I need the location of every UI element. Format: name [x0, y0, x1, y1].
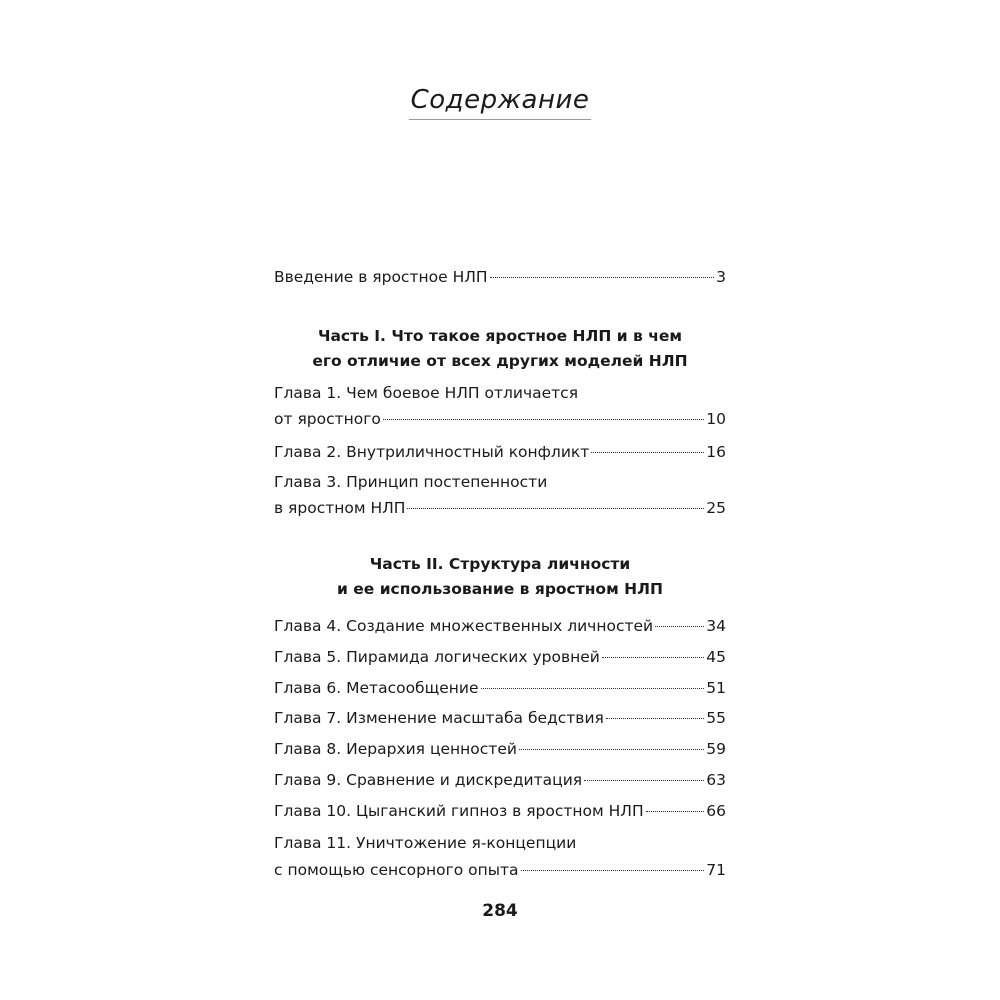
toc-entry-text: от яростного: [274, 410, 381, 428]
toc-entry-text: в яростном НЛП: [274, 499, 406, 517]
toc-entry-text: Глава 8. Иерархия ценностей: [274, 740, 517, 758]
toc-entry-page: 63: [706, 771, 726, 789]
part-heading-line: Часть I. Что такое яростное НЛП и в чем: [317, 327, 683, 345]
toc-entry-page: 10: [706, 410, 726, 428]
toc-entry-continuation: [274, 859, 726, 881]
toc-entry-text: Глава 4. Создание множественных личностей: [274, 617, 654, 635]
dot-leader: [646, 811, 705, 812]
toc-entry-page: 66: [706, 802, 726, 820]
page-title: Содержание: [409, 85, 592, 120]
toc-entry-page: 16: [706, 443, 726, 461]
page-number: 284: [482, 901, 518, 921]
toc-entry-text: Глава 6. Метасообщение: [274, 679, 479, 697]
toc-entry-text: Введение в яростное НЛП: [274, 268, 488, 286]
toc-entry-intro[interactable]: [274, 266, 726, 288]
toc-entry-text: Глава 10. Цыганский гипноз в яростном НЛП: [274, 802, 644, 820]
toc-entry-continuation: [274, 497, 726, 519]
toc-entry-page: 25: [706, 499, 726, 517]
toc-entry-chapter-6[interactable]: [274, 677, 726, 699]
part-heading-line: его отличие от всех других моделей НЛП: [312, 352, 688, 370]
dot-leader: [521, 870, 705, 871]
toc-entry-chapter-8[interactable]: [274, 738, 726, 760]
dot-leader: [481, 688, 705, 689]
toc-entry-chapter-5[interactable]: [274, 646, 726, 668]
toc-entry-page: 45: [706, 648, 726, 666]
dot-leader: [655, 626, 704, 627]
dot-leader: [519, 749, 704, 750]
dot-leader: [490, 277, 715, 278]
dot-leader: [606, 718, 704, 719]
toc-entry-text: Глава 11. Уничтожение я-концепции: [274, 834, 577, 852]
dot-leader: [584, 780, 704, 781]
toc-entry-text: с помощью сенсорного опыта: [274, 861, 519, 879]
toc-entry-chapter-10[interactable]: [274, 800, 726, 822]
toc-entry-text: Глава 3. Принцип постепенности: [274, 473, 548, 491]
toc-entry-chapter-2[interactable]: [274, 441, 726, 463]
toc-entry-page: 55: [706, 709, 726, 727]
toc-title-block: [0, 85, 1000, 120]
toc-entry-text: Глава 7. Изменение масштаба бедствия: [274, 709, 604, 727]
dot-leader: [383, 419, 704, 420]
toc-entry-chapter-9[interactable]: [274, 769, 726, 791]
toc-entry-page: 59: [706, 740, 726, 758]
toc-entry-chapter-4[interactable]: [274, 615, 726, 637]
part-heading-line: Часть II. Структура личности: [369, 555, 631, 573]
toc-entry-page: 34: [706, 617, 726, 635]
toc-entry-chapter-7[interactable]: [274, 707, 726, 729]
toc-entry-text: Глава 5. Пирамида логических уровней: [274, 648, 600, 666]
toc-entry-text: Глава 2. Внутриличностный конфликт: [274, 443, 590, 461]
dot-leader: [407, 508, 704, 509]
part-heading-2: [274, 552, 726, 602]
toc-entry-page: 71: [706, 861, 726, 879]
toc-entry-text: Глава 1. Чем боевое НЛП отличается: [274, 384, 579, 402]
dot-leader: [591, 452, 704, 453]
toc-entry-continuation: [274, 408, 726, 430]
part-heading-line: и ее использование в яростном НЛП: [337, 580, 663, 598]
part-heading-1: [274, 324, 726, 374]
toc-entry-page: 3: [716, 268, 726, 286]
toc-entry-page: 51: [706, 679, 726, 697]
toc-entry-text: Глава 9. Сравнение и дискредитация: [274, 771, 583, 789]
dot-leader: [602, 657, 704, 658]
